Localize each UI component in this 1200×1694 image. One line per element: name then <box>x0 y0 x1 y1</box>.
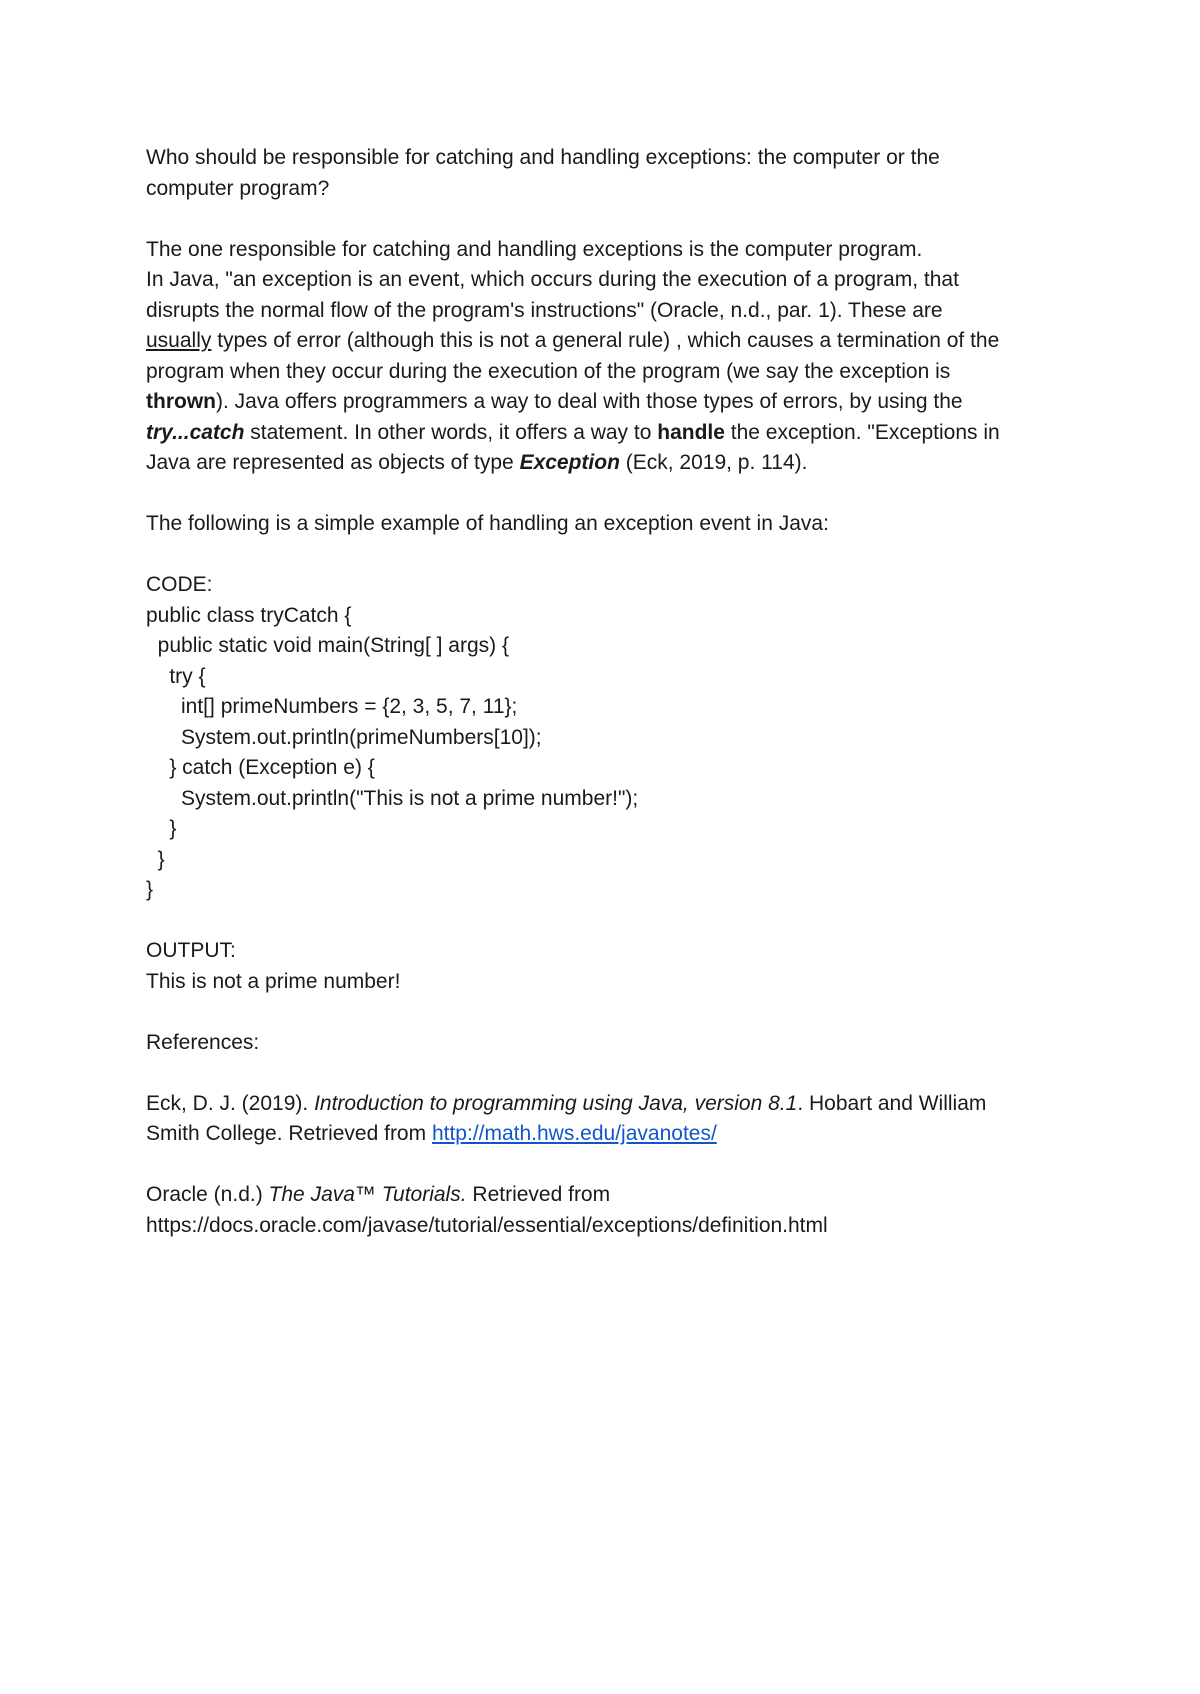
answer-line-4 <box>146 326 1066 357</box>
reference-oracle-retrieved: Retrieved from <box>466 1183 611 1206</box>
answer-line-5: program when they occur during the execution of the program (we say the exception is <box>146 359 951 383</box>
question-line-2: computer program? <box>146 176 330 200</box>
emphasis-handle: handle <box>657 420 725 444</box>
references-heading: References: <box>146 1030 260 1054</box>
reference-eck-line-2 <box>146 1119 1066 1150</box>
code-line: System.out.println("This is not a prime number!"); <box>146 786 639 810</box>
reference-oracle-title: The Java™ Tutorials. <box>268 1183 467 1206</box>
example-intro: The following is a simple example of handling an exception event in Java: <box>146 512 829 535</box>
code-line: System.out.println(primeNumbers[10]); <box>146 725 542 749</box>
reference-eck-line-1 <box>146 1089 1066 1120</box>
reference-eck-title: Introduction to programming using Java, version 8.1 <box>314 1091 798 1115</box>
answer-line-8-end: (Eck, 2019, p. 114). <box>619 451 808 474</box>
output-text: This is not a prime number! <box>146 969 401 993</box>
spacer <box>146 204 1066 235</box>
code-line: try { <box>146 664 206 688</box>
answer-line-7-text: statement. In other words, it offers a way to <box>244 420 658 444</box>
emphasis-try-catch: try...catch <box>146 420 245 444</box>
answer-line-7-end: the exception. "Exceptions in <box>724 420 1000 444</box>
reference-eck <box>146 1089 1066 1150</box>
code-block <box>146 601 1066 906</box>
answer-line-3: disrupts the normal flow of the program's instructions" (Oracle, n.d., par. 1). These are <box>146 298 943 322</box>
document-body <box>146 143 1066 1241</box>
code-line: } <box>146 878 154 901</box>
spacer <box>146 479 1066 510</box>
spacer <box>146 1058 1066 1089</box>
answer-line-6 <box>146 387 1066 418</box>
spacer <box>146 906 1066 937</box>
code-line: public static void main(String[ ] args) { <box>146 634 509 657</box>
answer-line-6-text: ). Java offers programmers a way to deal with those types of errors, by using the <box>215 390 963 413</box>
spacer <box>146 997 1066 1028</box>
code-line: public class tryCatch { <box>146 603 352 627</box>
answer-line-8 <box>146 448 1066 479</box>
reference-oracle-author: Oracle (n.d.) <box>146 1183 269 1206</box>
reference-oracle-url: https://docs.oracle.com/javase/tutorial/essential/exceptions/definition.html <box>146 1213 828 1237</box>
answer-line-8-text: Java are represented as objects of type <box>146 451 520 474</box>
reference-oracle <box>146 1180 1066 1241</box>
answer-line-2: In Java, "an exception is an event, which occurs during the execution of a program, that <box>146 268 959 291</box>
code-line: } <box>146 817 177 840</box>
reference-oracle-line-1 <box>146 1180 1066 1211</box>
emphasis-thrown: thrown <box>146 390 216 413</box>
reference-eck-retrieved: Smith College. Retrieved from <box>146 1122 432 1145</box>
output-label: OUTPUT: <box>146 939 236 962</box>
answer-line-4-text: types of error (although this is not a general rule) , which causes a termination of the <box>211 329 1000 352</box>
emphasis-exception: Exception <box>519 451 620 474</box>
question-line-1: Who should be responsible for catching and handling exceptions: the computer or the <box>146 146 940 169</box>
spacer <box>146 1150 1066 1181</box>
code-line: } <box>146 847 165 871</box>
spacer <box>146 540 1066 571</box>
code-line: } catch (Exception e) { <box>146 756 375 779</box>
code-label: CODE: <box>146 573 213 596</box>
code-line: int[] primeNumbers = {2, 3, 5, 7, 11}; <box>146 695 518 718</box>
answer-line-1: The one responsible for catching and handling exceptions is the computer program. <box>146 237 923 261</box>
reference-eck-link[interactable]: http://math.hws.edu/javanotes/ <box>431 1122 717 1145</box>
reference-eck-author: Eck, D. J. (2019). <box>146 1091 315 1115</box>
emphasis-usually: usually <box>146 329 212 352</box>
reference-eck-publisher: . Hobart and William <box>797 1091 987 1115</box>
answer-line-7 <box>146 418 1066 449</box>
